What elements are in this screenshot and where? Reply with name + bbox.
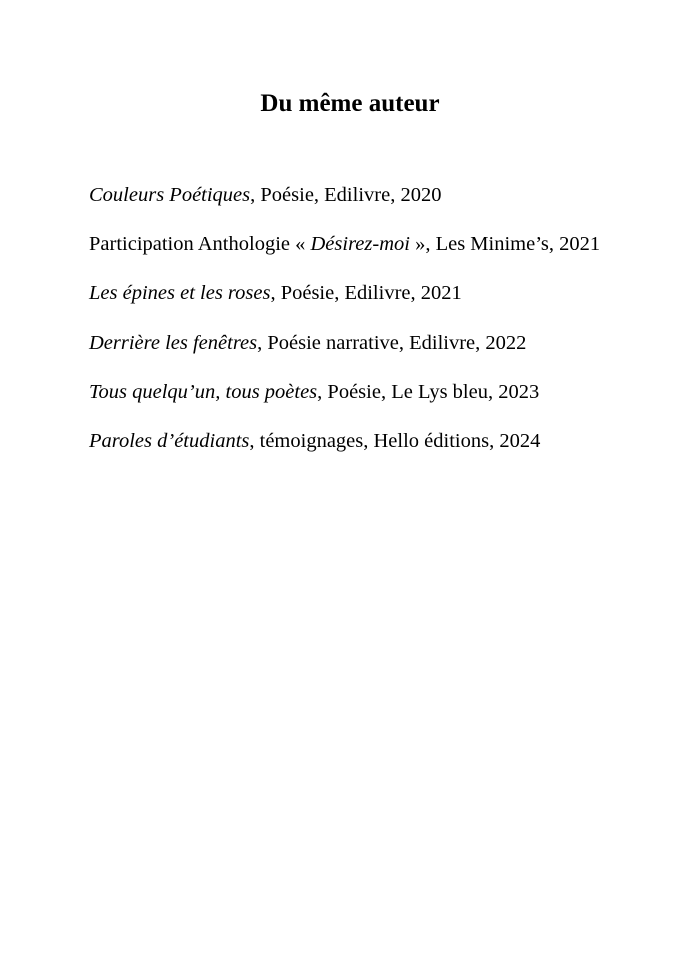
- bibliography-item: [89, 328, 600, 358]
- work-title: Tous quelqu’un, tous poètes: [89, 380, 318, 403]
- work-details: , Poésie, Le Lys bleu, 2023: [317, 380, 540, 403]
- work-prefix: Participation Anthologie «: [89, 233, 311, 256]
- work-details: , témoignages, Hello éditions, 2024: [249, 429, 541, 452]
- bibliography-list: [89, 180, 600, 475]
- page-title: Du même auteur: [260, 90, 440, 117]
- bibliography-item: [89, 426, 600, 456]
- work-title: Derrière les fenêtres: [89, 331, 258, 354]
- bibliography-item: [89, 278, 600, 308]
- bibliography-item: [89, 180, 600, 210]
- bibliography-item: [89, 377, 600, 407]
- work-details: , Poésie narrative, Edilivre, 2022: [257, 331, 527, 354]
- work-title: Paroles d’étudiants: [89, 429, 250, 452]
- work-title: Désirez-moi: [310, 233, 410, 256]
- work-title: Les épines et les roses: [89, 282, 271, 305]
- bibliography-item: [89, 229, 600, 259]
- work-title: Couleurs Poétiques: [89, 184, 251, 206]
- work-details: , Poésie, Edilivre, 2020: [250, 184, 442, 206]
- work-details: », Les Minime’s, 2021: [409, 233, 601, 256]
- work-details: , Poésie, Edilivre, 2021: [270, 282, 462, 305]
